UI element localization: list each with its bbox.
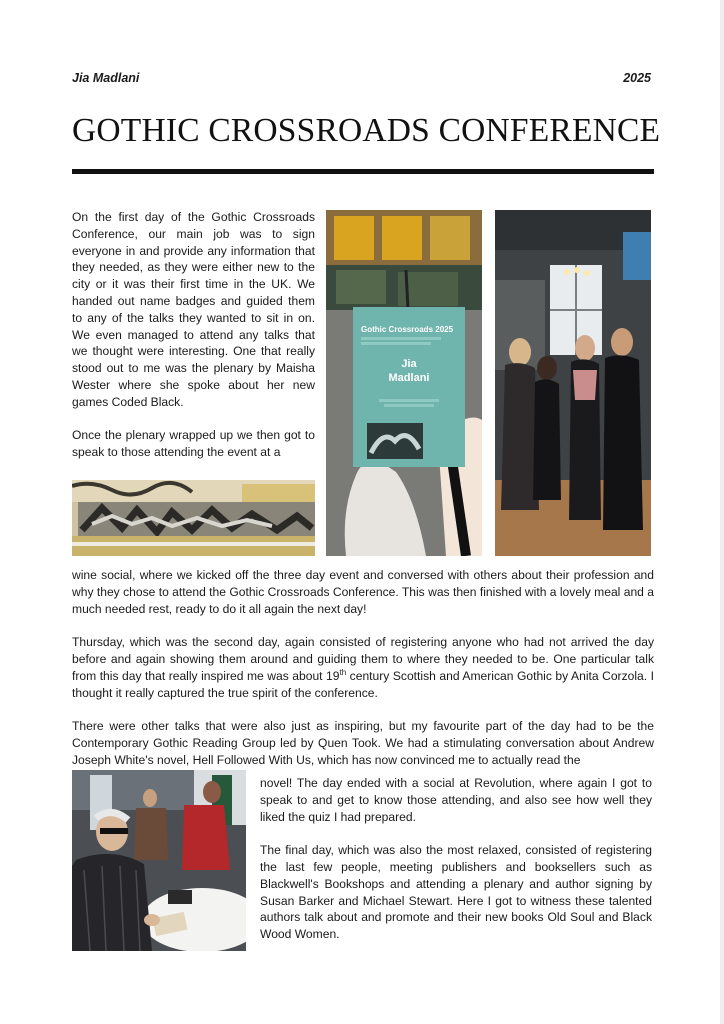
badge-footer-lines: [379, 399, 439, 402]
ordinal-suffix: th: [339, 667, 347, 677]
paragraph-revolution-social: novel! The day ended with a social at Revolution, where again I got to speak to and get to know those attending, and also see how well they liked the quiz I had prepared.: [260, 776, 652, 824]
thursday-text-start: Thursday, which was the second day, again consisted of registering anyone who had not arrived the day before and again showing them around and guiding them to where they needed to be. One particular talk from this day that really inspired me was about 19: [72, 635, 654, 683]
badge-artwork: [367, 423, 423, 459]
paragraph-thursday: [72, 634, 654, 701]
author-name: Jia Madlani: [72, 71, 140, 85]
photo-name-badges: [72, 480, 315, 556]
year: 2025: [623, 71, 651, 85]
main-body: [72, 567, 654, 769]
closing-column: [260, 775, 652, 943]
badge-first-name: Jia: [401, 358, 417, 370]
page-title: GOTHIC CROSSROADS CONFERENCE: [72, 112, 661, 149]
badge-footer-lines: [384, 404, 434, 407]
photo-wine-social-group: [495, 210, 651, 556]
thursday-text-end: century Scottish and American Gothic by Anita Corzola. I thought it really captured the true spirit of the conference.: [72, 668, 654, 700]
page-edge: [720, 0, 724, 1024]
paragraph-first-day: On the first day of the Gothic Crossroads Conference, our main job was to sign everyone in and provide any information that they needed, as they were either new to the city or it was their first time in the UK. We handed out name badges and guided them to any of the talks they wanted to sit in on. We even managed to attend any talks that we thought were interesting. One that really stood out to me was the plenary by Maisha Wester where she spoke about her new games Coded Black.: [72, 210, 315, 409]
badge-last-name: Madlani: [388, 372, 430, 384]
badge-subtitle-lines: [361, 337, 441, 340]
paragraph-final-day: The final day, which was also the most relaxed, consisted of registering the last few people, meeting publishers and booksellers such as Blackwell's Bookshops and attending a plenary and author signing by Susan Barker and Michael Stewart. Here I got to witness these talented authors talk about and promote and their new books Old Soul and Black Wood Women.: [260, 843, 652, 942]
conference-badge-card: [353, 307, 465, 467]
title-underline: [72, 169, 654, 174]
paragraph-reading-group: There were other talks that were also just as inspiring, but my favourite part of the day had to be the Contemporary Gothic Reading Group led by Quen Took. We had a stimulating conversation about Andrew Joseph White's novel, Hell Followed With Us, which has now convinced me to actually read the: [72, 719, 654, 767]
intro-column: [72, 209, 315, 461]
paragraph-plenary-wrap: Once the plenary wrapped up we then got to speak to those attending the event at a: [72, 428, 315, 460]
badge-heading: Gothic Crossroads 2025: [361, 325, 454, 334]
photo-author-signing: [72, 770, 246, 951]
badge-subtitle-lines: [361, 342, 431, 345]
paragraph-wine-social: wine social, where we kicked off the three day event and conversed with others about their profession and why they chose to attend the Gothic Crossroads Conference. This was then finished with a lovely meal and a much needed rest, ready to do it all again the next day!: [72, 568, 654, 616]
